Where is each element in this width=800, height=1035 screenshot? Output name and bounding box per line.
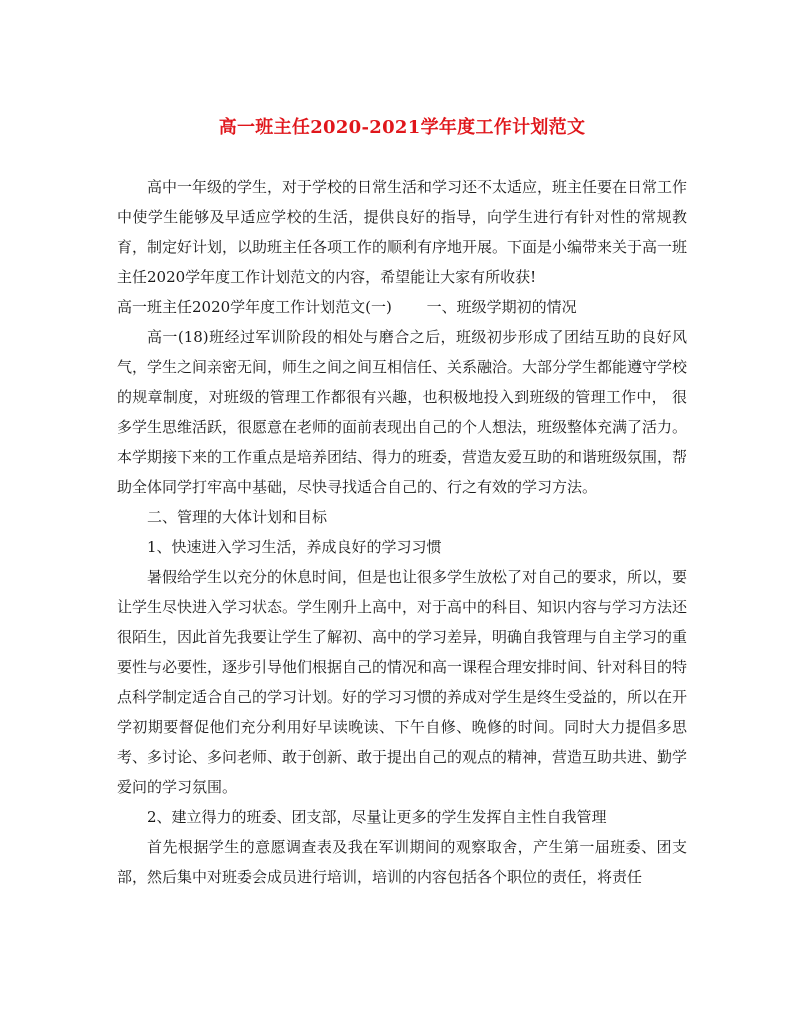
subheading-1: 1、快速进入学习生活，养成良好的学习习惯 — [147, 538, 442, 556]
subheading-2: 2、建立得力的班委、团支部，尽量让更多的学生发挥自主性自我管理 — [147, 808, 607, 826]
document-title: 高一班主任2020-2021学年度工作计划范文 — [218, 117, 586, 138]
study-habits-paragraph: 暑假给学生以充分的休息时间，但是也让很多学生放松了对自己的要求，所以，要让学生尽快进入学习状态。学生刚升上高中，对于高中的科目、知识内容与学习方法还很陌生，因此首先我要让学生了解初、高中的学习差异，明确自我管理与自主学习的重要性与必要性，逐步引导他们根据自己的情况和高一课程合理安排时间、针对科目的特点科学制定适合自己的学习计划。好的学习习惯的养成对学生是终生受益的，所以在开学初期要督促他们充分利用好早读晚读、下午自修、晚修的时间。同时大力提倡多思考、多讨论、多问老师、敢于创新、敢于提出自己的观点的精神，营造互助共进、勤学爱问的学习氛围。 — [117, 568, 688, 796]
intro-paragraph: 高中一年级的学生，对于学校的日常生活和学习还不太适应，班主任要在日常工作中使学生能够及早适应学校的生活，提供良好的指导，向学生进行有针对性的常规教育，制定好计划，以助班主任各项工作的顺利有序地开展。下面是小编带来关于高一班主任2020学年度工作计划范文的内容，希望能让大家有所收获! — [117, 178, 688, 286]
class-situation-paragraph: 高一(18)班经过军训阶段的相处与磨合之后，班级初步形成了团结互助的良好风气，学生之间亲密无间，师生之间之间互相信任、关系融洽。大部分学生都能遵守学校的规章制度，对班级的管理工作都很有兴趣，也积极地投入到班级的管理工作中， 很多学生思维活跃，很愿意在老师的面前表现出自己的个人想法，班级整体充满了活力。本学期接下来的工作重点是培养团结、得力的班委，营造友爱互助的和谐班级氛围，帮助全体同学打牢高中基础，尽快寻找适合自己的、行之有效的学习方法。 — [117, 328, 688, 496]
section-heading-line: 高一班主任2020学年度工作计划范文(一) 一、班级学期初的情况 — [117, 298, 577, 316]
committee-paragraph: 首先根据学生的意愿调查表及我在军训期间的观察取舍，产生第一届班委、团支部，然后集中对班委会成员进行培训，培训的内容包括各个职位的责任，将责任 — [117, 838, 687, 886]
document-body — [117, 172, 687, 892]
plan-heading: 二、管理的大体计划和目标 — [147, 508, 328, 526]
